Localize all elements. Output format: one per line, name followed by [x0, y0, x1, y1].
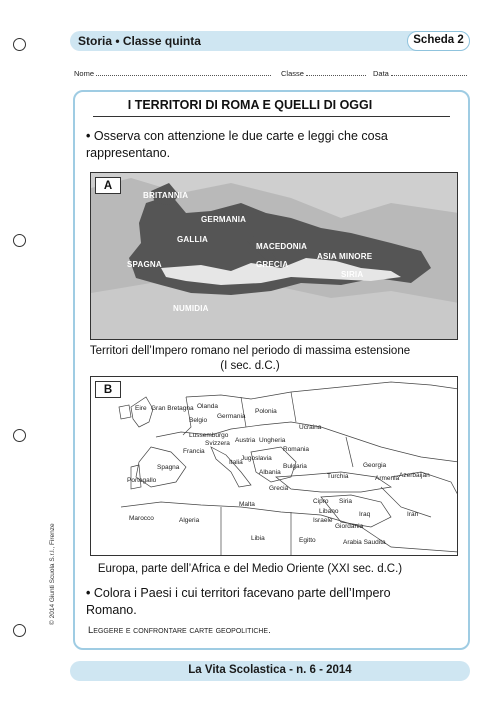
map-label-azerbaijan: Azerbaijan [399, 472, 430, 479]
map-label-egitto: Egitto [299, 537, 316, 544]
map-label-cipro: Cipro [313, 498, 329, 505]
map-label-svizzera: Svizzera [205, 440, 230, 447]
map-label-libano: Libano [319, 508, 339, 515]
instruction-1-line-1: Osserva con attenzione le due carte e leggi che cosa [93, 129, 388, 143]
roman-empire-map [90, 172, 458, 340]
map-label-marocco: Marocco [129, 515, 154, 522]
map-label-macedonia: MACEDONIA [256, 242, 308, 251]
header-title: Storia • Classe quinta [78, 34, 201, 48]
map-label-olanda: Olanda [197, 403, 218, 410]
map-label-giordania: Giordania [335, 523, 364, 530]
map-label-jugoslavia: Jugoslavia [241, 455, 272, 462]
map-a-tag: A [95, 177, 121, 194]
map-label-germania: GERMANIA [201, 215, 247, 224]
nome-line [96, 68, 271, 76]
copyright-notice: © 2014 Giunti Scuola S.r.l., Firenze [49, 523, 56, 625]
map-label-turchia: Turchia [327, 473, 349, 480]
map-label-francia: Francia [183, 448, 205, 455]
map-label-spagna-b: Spagna [157, 464, 180, 471]
map-label-polonia: Polonia [255, 408, 277, 415]
classe-field [281, 68, 366, 78]
binder-hole [13, 624, 26, 637]
map-a-caption [0, 344, 500, 374]
instruction-2-line-1: Colora i Paesi i cui territori facevano parte dell’Impero [93, 586, 391, 600]
map-label-asia-minore: ASIA MINORE [317, 252, 373, 261]
map-label-portogallo: Portogallo [127, 477, 157, 484]
map-label-numidia: NUMIDIA [173, 304, 209, 313]
scheda-badge: Scheda 2 [407, 31, 470, 51]
map-label-siria: SIRIA [341, 270, 364, 279]
map-label-iran: Iran [407, 511, 419, 518]
map-b-tag: B [95, 381, 121, 398]
data-line [391, 68, 467, 76]
map-label-lussemburgo: Lussemburgo [189, 432, 229, 439]
map-label-armenia: Armenia [375, 475, 400, 482]
map-label-eire: Eire [135, 405, 147, 412]
map-label-albania: Albania [259, 469, 281, 476]
instruction-1 [86, 128, 388, 162]
map-label-gallia: GALLIA [177, 235, 208, 244]
binder-hole [13, 429, 26, 442]
data-label: Data [373, 69, 389, 78]
data-field [373, 68, 467, 78]
map-label-israele: Israele [313, 517, 333, 524]
map-label-britannia: BRITANNIA [143, 191, 189, 200]
binder-hole [13, 38, 26, 51]
map-label-belgio: Belgio [189, 417, 208, 424]
modern-countries-map [90, 376, 458, 556]
map-label-ungheria: Ungheria [259, 437, 286, 444]
map-label-gran-bretagna: Gran Bretagna [151, 405, 194, 412]
map-a-caption-line-1: Territori dell’Impero romano nel periodo di massima estensione [89, 345, 411, 357]
map-label-arabia-saudita: Arabia Saudita [343, 539, 386, 546]
map-label-malta: Malta [239, 501, 255, 508]
classe-label: Classe [281, 69, 304, 78]
instruction-2-line-2: Romano. [86, 603, 137, 617]
nome-label: Nome [74, 69, 95, 78]
classe-line [306, 68, 366, 76]
map-label-bulgaria: Bulgaria [283, 463, 307, 470]
modern-countries-outline [91, 377, 458, 556]
map-label-ucraina: Ucraina [299, 424, 322, 431]
map-label-georgia: Georgia [363, 462, 387, 469]
map-label-libia: Libia [251, 535, 265, 542]
map-label-algeria: Algeria [179, 517, 200, 524]
map-label-germania-b: Germania [217, 413, 246, 420]
worksheet-title: I TERRITORI DI ROMA E QUELLI DI OGGI [127, 98, 373, 112]
map-label-grecia: GRECIA [256, 260, 289, 269]
bullet-icon: • [86, 129, 91, 143]
map-a-caption-line-2: (I sec. d.C.) [220, 360, 280, 372]
map-label-austria: Austria [235, 437, 256, 444]
map-label-iraq: Iraq [359, 511, 371, 518]
map-label-siria-b: Siria [339, 498, 353, 505]
map-label-romania: Romania [283, 446, 310, 453]
bullet-icon: • [86, 586, 91, 600]
map-b-caption: Europa, parte dell’Africa e del Medio Oriente (XXI sec. d.C.) [97, 563, 403, 575]
map-label-spagna: SPAGNA [127, 260, 162, 269]
learning-objective: Leggere e confrontare carte geopolitiche. [88, 625, 271, 636]
instruction-1-line-2: rappresentano. [86, 146, 171, 160]
title-underline [93, 116, 450, 117]
map-label-italia: Italia [229, 459, 243, 466]
footer-publication: La Vita Scolastica - n. 6 - 2014 [188, 664, 352, 676]
binder-hole [13, 234, 26, 247]
nome-field [74, 68, 271, 78]
instruction-2 [86, 585, 391, 619]
map-label-grecia-b: Grecia [269, 485, 289, 492]
